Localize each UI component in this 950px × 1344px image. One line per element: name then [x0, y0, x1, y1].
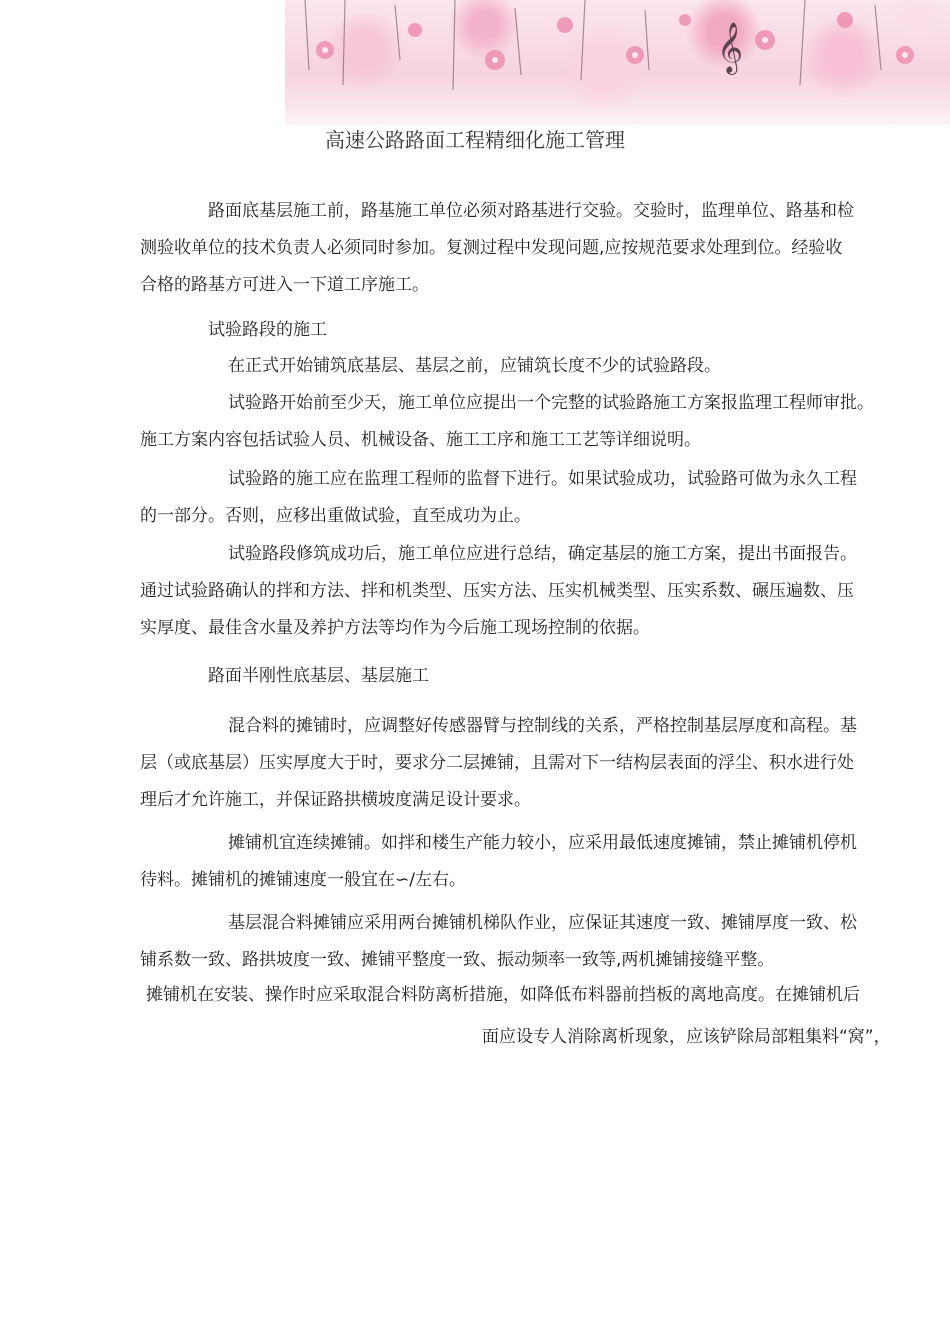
- banner-artwork: [285, 0, 950, 125]
- paragraph-two-pavers: [140, 905, 950, 979]
- text-line: 混合料的摊铺时，应调整好传感器臂与控制线的关系，严格控制基层厚度和高程。基: [228, 716, 857, 736]
- svg-text:𝄞: 𝄞: [717, 22, 744, 73]
- text-line: 铺系数一致、路拱坡度一致、摊铺平整度一致、振动频率一致等,两机摊铺接缝平整。: [140, 950, 775, 970]
- decorative-floral-banner: [285, 0, 950, 125]
- text-line: 在正式开始铺筑底基层、基层之前，应铺筑长度不少的试验路段。: [228, 356, 721, 376]
- text-line: 合格的路基方可进入一下道工序施工。: [140, 275, 429, 295]
- paragraph-segregation: [146, 977, 950, 1014]
- text-line: 试验路段修筑成功后，施工单位应进行总结，确定基层的施工方案，提出书面报告。: [228, 544, 857, 564]
- treble-clef-icon: [717, 22, 743, 75]
- text-line: 施工方案内容包括试验人员、机械设备、施工工序和施工工艺等详细说明。: [140, 430, 701, 450]
- text-line: 路面底基层施工前，路基施工单位必须对路基进行交验。交验时，监理单位、路基和检: [208, 201, 854, 221]
- text-line: 实厚度、最佳含水量及养护方法等均作为今后施工现场控制的依据。: [140, 618, 650, 638]
- paragraph-segregation-continued: [482, 1019, 942, 1056]
- text-line: 摊铺机宜连续摊铺。如拌和楼生产能力较小，应采用最低速度摊铺，禁止摊铺机停机: [228, 833, 857, 853]
- text-line: 通过试验路确认的拌和方法、拌和机类型、压实方法、压实机械类型、压实系数、碾压遍数、压: [140, 581, 854, 601]
- section-heading-trial-section: 试验路段的施工: [208, 320, 327, 340]
- document-title: 高速公路路面工程精细化施工管理: [325, 128, 625, 152]
- paragraph-trial-plan: [140, 385, 950, 459]
- paragraph-paver-continuous: [140, 825, 950, 899]
- text-line: 试验路的施工应在监理工程师的监督下进行。如果试验成功，试验路可做为永久工程: [228, 469, 857, 489]
- paragraph-roadbed-handover: [140, 193, 950, 304]
- paragraph-trial-supervision: [140, 461, 950, 535]
- paragraph-mixture-paving: [140, 708, 950, 819]
- section-heading-semi-rigid-base: 路面半刚性底基层、基层施工: [208, 666, 429, 686]
- text-line: 的一部分。否则，应移出重做试验，直至成功为止。: [140, 506, 531, 526]
- text-line: 理后才允许施工，并保证路拱横坡度满足设计要求。: [140, 790, 531, 810]
- text-line: 摊铺机在安装、操作时应采取混合料防离析措施，如降低布料器前挡板的离地高度。在摊铺机后: [146, 985, 860, 1005]
- text-line: 测验收单位的技术负责人必须同时参加。复测过程中发现问题,应按规范要求处理到位。经验收: [140, 238, 843, 258]
- paragraph-trial-summary: [140, 536, 950, 647]
- text-line: 面应设专人消除离析现象，应该铲除局部粗集料“窝”，: [482, 1027, 891, 1047]
- paragraph-trial-length: [140, 348, 950, 385]
- text-line: 基层混合料摊铺应采用两台摊铺机梯队作业，应保证其速度一致、摊铺厚度一致、松: [228, 913, 857, 933]
- text-line: 待料。摊铺机的摊铺速度一般宜在∽/左右。: [140, 870, 466, 890]
- text-line: 试验路开始前至少天，施工单位应提出一个完整的试验路施工方案报监理工程师审批。: [228, 393, 874, 413]
- text-line: 层（或底基层）压实厚度大于时，要求分二层摊铺，且需对下一结构层表面的浮尘、积水进行处: [140, 753, 854, 773]
